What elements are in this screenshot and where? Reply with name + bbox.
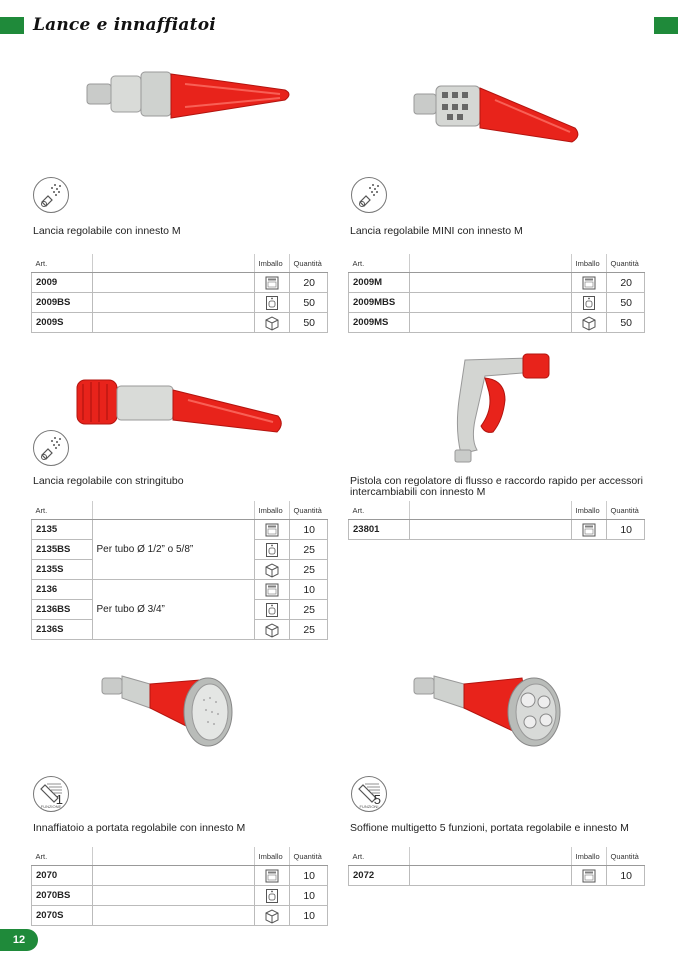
product-image-lance-2009m: [410, 78, 585, 158]
box-icon: [581, 275, 597, 291]
art-code: 2136: [32, 580, 93, 600]
bulk-icon: [264, 315, 280, 331]
bulk-icon: [264, 622, 280, 638]
product-image-lance-2009: [85, 62, 300, 142]
bulk-icon: [264, 562, 280, 578]
blister-icon: [581, 295, 597, 311]
art-code: 2009M: [349, 273, 410, 293]
col-art: Art.: [32, 847, 93, 866]
shower-icon: [351, 776, 387, 812]
art-code: 2009MBS: [349, 293, 410, 313]
table-row: [32, 906, 328, 926]
function-count: 5: [373, 792, 381, 807]
art-code: 2009MS: [349, 313, 410, 333]
product-description: Lancia regolabile con stringitubo: [33, 475, 184, 487]
col-qty: Quantità: [606, 501, 645, 520]
pack-cell: [254, 313, 289, 333]
quantity: 50: [289, 293, 328, 313]
col-qty: Quantità: [289, 254, 328, 273]
quantity: 25: [289, 600, 328, 620]
product-table-23801: [348, 501, 645, 540]
table-row: [349, 293, 645, 313]
art-code: 2070: [32, 866, 93, 886]
quantity: 20: [289, 273, 328, 293]
product-table-2070: [31, 847, 328, 926]
function-label: FUNZIONE: [40, 804, 62, 809]
box-icon: [264, 868, 280, 884]
note-cell: [92, 906, 254, 926]
art-code: 2136BS: [32, 600, 93, 620]
product-description: Innaffiatoio a portata regolabile con innesto M: [33, 822, 246, 834]
spray-icon: [33, 177, 69, 213]
product-description: Soffione multigetto 5 funzioni, portata regolabile e innesto M: [350, 822, 629, 834]
product-table-2009: [31, 254, 328, 333]
quantity: 25: [289, 560, 328, 580]
quantity: 10: [606, 866, 645, 886]
product-description: Lancia regolabile MINI con innesto M: [350, 225, 523, 237]
table-row: [32, 520, 328, 540]
col-qty: Quantità: [289, 501, 328, 520]
quantity: 10: [289, 906, 328, 926]
art-code: 2009: [32, 273, 93, 293]
pack-cell: [254, 293, 289, 313]
header-tab-left: [0, 17, 24, 34]
bulk-icon: [264, 908, 280, 924]
table-row: [349, 273, 645, 293]
function-label: FUNZIONI: [359, 804, 379, 809]
box-icon: [581, 868, 597, 884]
col-pack: Imballo: [571, 254, 606, 273]
art-code: 2135: [32, 520, 93, 540]
quantity: 50: [606, 313, 645, 333]
table-row: [32, 293, 328, 313]
pack-cell: [254, 620, 289, 640]
pack-cell: [254, 273, 289, 293]
bulk-icon: [581, 315, 597, 331]
box-icon: [264, 582, 280, 598]
quantity: 20: [606, 273, 645, 293]
note-cell: [92, 313, 254, 333]
art-code: 2009S: [32, 313, 93, 333]
pack-cell: [254, 906, 289, 926]
col-qty: Quantità: [606, 254, 645, 273]
col-pack: Imballo: [254, 847, 289, 866]
quantity: 10: [606, 520, 645, 540]
note-cell: [409, 866, 571, 886]
product-table-2009m: [348, 254, 645, 333]
page-title: Lance e innaffiatoi: [33, 15, 216, 35]
table-row: [32, 273, 328, 293]
col-art: Art.: [32, 501, 93, 520]
note-cell: [92, 273, 254, 293]
col-note: [409, 254, 571, 273]
quantity: 25: [289, 620, 328, 640]
col-note: [92, 254, 254, 273]
blister-icon: [264, 888, 280, 904]
table-row: [349, 313, 645, 333]
col-art: Art.: [32, 254, 93, 273]
product-image-lance-2135: [73, 372, 288, 452]
tube-size-note: Per tubo Ø 3/4”: [92, 580, 254, 640]
blister-icon: [264, 602, 280, 618]
pack-cell: [254, 540, 289, 560]
quantity: 10: [289, 520, 328, 540]
shower-icon: [33, 776, 69, 812]
pack-cell: [571, 293, 606, 313]
col-art: Art.: [349, 847, 410, 866]
art-code: 2072: [349, 866, 410, 886]
col-note: [92, 847, 254, 866]
quantity: 10: [289, 580, 328, 600]
col-pack: Imballo: [571, 501, 606, 520]
product-description: Pistola con regolatore di flusso e raccordo rapido per accessori intercambiabili con innesto M: [350, 475, 643, 498]
box-icon: [264, 275, 280, 291]
art-code: 2135BS: [32, 540, 93, 560]
col-art: Art.: [349, 501, 410, 520]
note-cell: [409, 273, 571, 293]
product-table-2072: [348, 847, 645, 886]
note-cell: [409, 520, 571, 540]
table-row: [349, 866, 645, 886]
quantity: 10: [289, 886, 328, 906]
col-pack: Imballo: [254, 501, 289, 520]
pack-cell: [254, 580, 289, 600]
header-tab-right: [654, 17, 678, 34]
col-pack: Imballo: [254, 254, 289, 273]
product-image-innaffiatoio-2070: [100, 668, 250, 763]
col-pack: Imballo: [571, 847, 606, 866]
col-art: Art.: [349, 254, 410, 273]
quantity: 50: [606, 293, 645, 313]
pack-cell: [254, 866, 289, 886]
note-cell: [92, 293, 254, 313]
pack-cell: [571, 520, 606, 540]
table-row: [32, 866, 328, 886]
blister-icon: [264, 542, 280, 558]
col-qty: Quantità: [606, 847, 645, 866]
note-cell: [409, 293, 571, 313]
page-number: 12: [0, 929, 38, 951]
art-code: 2009BS: [32, 293, 93, 313]
col-note: [92, 501, 254, 520]
art-code: 2135S: [32, 560, 93, 580]
pack-cell: [571, 866, 606, 886]
col-note: [409, 501, 571, 520]
blister-icon: [264, 295, 280, 311]
function-count: 1: [55, 792, 63, 807]
box-icon: [581, 522, 597, 538]
product-image-pistola-23801: [445, 350, 555, 470]
note-cell: [409, 313, 571, 333]
quantity: 25: [289, 540, 328, 560]
art-code: 2136S: [32, 620, 93, 640]
quantity: 10: [289, 866, 328, 886]
col-qty: Quantità: [289, 847, 328, 866]
pack-cell: [254, 600, 289, 620]
table-row: [32, 580, 328, 600]
box-icon: [264, 522, 280, 538]
pack-cell: [571, 273, 606, 293]
product-image-soffione-2072: [412, 668, 572, 763]
table-row: [32, 313, 328, 333]
quantity: 50: [289, 313, 328, 333]
pack-cell: [254, 520, 289, 540]
art-code: 2070S: [32, 906, 93, 926]
pack-cell: [254, 560, 289, 580]
note-cell: [92, 866, 254, 886]
col-note: [409, 847, 571, 866]
art-code: 23801: [349, 520, 410, 540]
pack-cell: [254, 886, 289, 906]
pack-cell: [571, 313, 606, 333]
table-row: [32, 886, 328, 906]
art-code: 2070BS: [32, 886, 93, 906]
product-description: Lancia regolabile con innesto M: [33, 225, 181, 237]
tube-size-note: Per tubo Ø 1/2” o 5/8”: [92, 520, 254, 580]
note-cell: [92, 886, 254, 906]
product-table-2135: [31, 501, 328, 640]
table-row: [349, 520, 645, 540]
spray-icon: [351, 177, 387, 213]
spray-icon: [33, 430, 69, 466]
